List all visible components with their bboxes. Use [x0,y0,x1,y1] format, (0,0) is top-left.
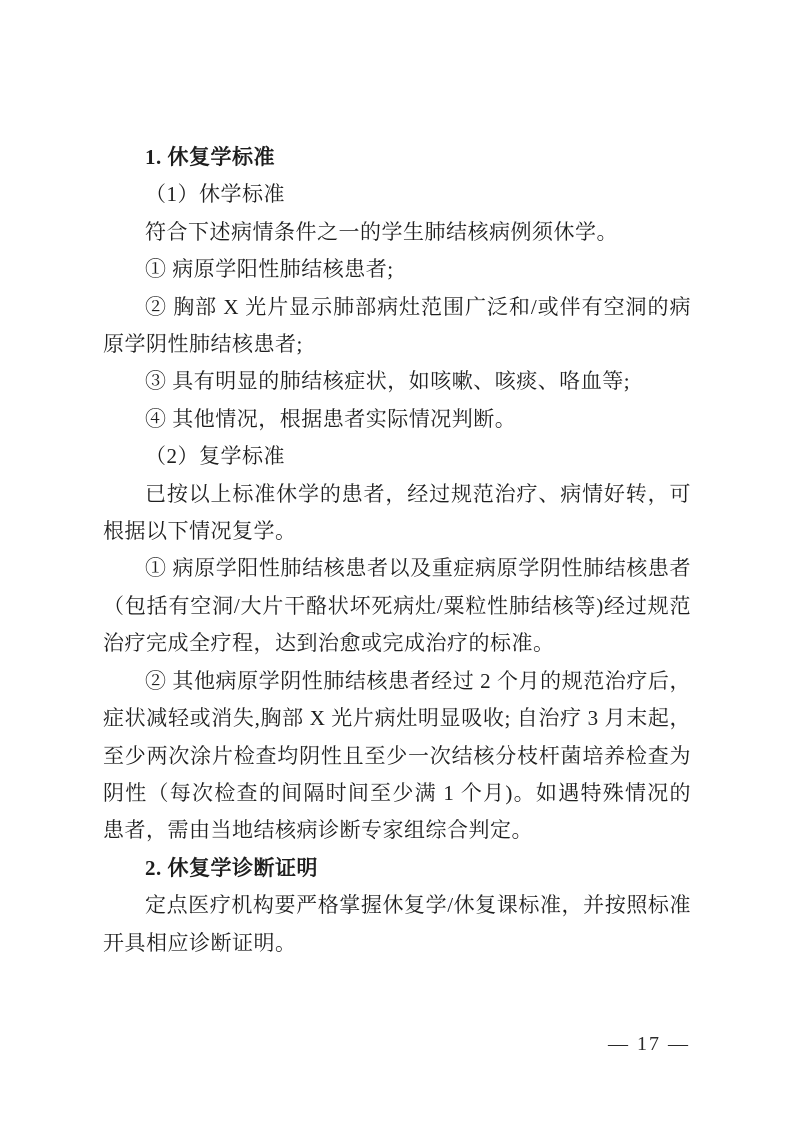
page-number: — 17 — [608,1033,690,1055]
list-item-resume-1: ① 病原学阳性肺结核患者以及重症病原学阴性肺结核患者（包括有空洞/大片干酪状坏死病灶/粟粒性肺结核等)经过规范治疗完成全疗程，达到治愈或完成治疗的标准。 [103,556,691,656]
list-item-1: ① 病原学阳性肺结核患者; [145,257,394,282]
list-item-2: ② 胸部 X 光片显示肺部病灶范围广泛和/或伴有空洞的病原学阴性肺结核患者; [103,294,691,357]
paragraph: 定点医疗机构要严格掌握休复学/休复课标准，并按照标准开具相应诊断证明。 [103,893,691,955]
subsection-heading-resumption: （2）复学标准 [145,444,285,469]
section-heading-1: 1. 休复学标准 [145,145,275,169]
paragraph: 已按以上标准休学的患者，经过规范治疗、病情好转，可根据以下情况复学。 [103,481,691,544]
list-item-resume-2: ② 其他病原学阴性肺结核患者经过 2 个月的规范治疗后，症状减轻或消失,胸部 X 光片病灶明显吸收; 自治疗 3 月末起，至少两次涂片检查均阴性且至少一次结核分枝杆菌培养检查为阴性（每次检查的间隔时间至少满 1 个月)。如遇特殊情况的患者，需由当地结核病诊断专家组综合判定。 [103,668,691,843]
list-item-4: ④ 其他情况，根据患者实际情况判断。 [145,406,517,431]
subsection-heading-suspension: （1）休学标准 [145,182,285,207]
document-text-block [103,139,691,962]
list-item-3: ③ 具有明显的肺结核症状，如咳嗽、咳痰、咯血等; [145,369,631,394]
section-heading-2: 2. 休复学诊断证明 [145,855,318,880]
paragraph: 符合下述病情条件之一的学生肺结核病例须休学。 [145,219,618,244]
